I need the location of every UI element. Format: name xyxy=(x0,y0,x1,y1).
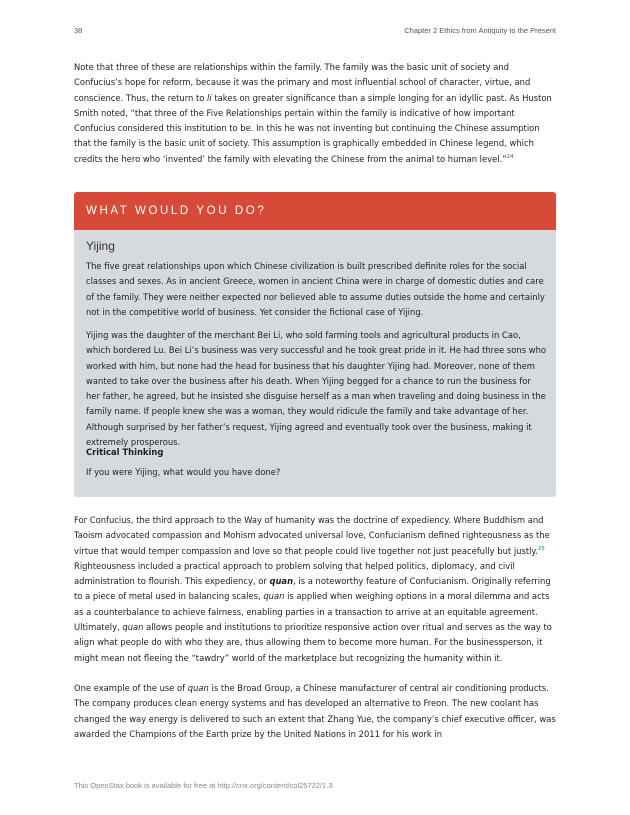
feature-title: Yijing xyxy=(86,239,115,253)
body-paragraph-expediency xyxy=(74,513,556,666)
intro-text-1: Note that three of these are relationships within the family. The family was the basic unit of society and Confucius’s hope for reform, because it was the primary and most influential school of character, virtue, and conscience. Thus, the return to xyxy=(74,62,531,103)
body-paragraph-broad-group xyxy=(74,681,556,742)
page-footer: This OpenStax book is available for free at http://cnx.org/content/col25722/1.3 xyxy=(74,781,333,790)
term-quan-bold: quan xyxy=(269,576,294,587)
chapter-title: Chapter 2 Ethics from Antiquity to the Present xyxy=(404,26,556,35)
footnote-link-25[interactable]: 25 xyxy=(537,545,545,552)
body2-text-1: For Confucius, the third approach to the Way of humanity was the doctrine of expediency. Where Buddhism and Taoism advocated compassion and Mohism advocated universal love, Confucianism defined righteousness as the virtue that would temper compassion and love so that people could live together not just peacefully but justly. xyxy=(74,515,550,556)
body3-text-1: One example of the use of xyxy=(74,683,188,693)
body3-text-2: is the Broad Group, a Chinese manufacturer of central air conditioning products. The company produces clean energy systems and has developed an alternative to Freon. The new coolant has changed the way energy is delivered to such an extent that Zhang Yue, the company’s chief executive officer, was awarded the Champions of the Earth prize by the United Nations in 2011 for his work in xyxy=(74,683,556,739)
body2-text-5: allows people and institutions to prioritize responsive action over ritual and serves as the way to align what people do with who they are, thus allowing them to become more human. For the businessperson, it might mean not fleeing the “tawdry” world of the marketplace but recognizing the humanity within it. xyxy=(74,622,552,663)
body2-text-4: is applied when weighing options in a moral dilemma and acts as a counterbalance to achieve fairness, enabling parties in a transaction to arrive at an equitable agreement. Ultimately, xyxy=(74,591,550,633)
term-li: li xyxy=(207,92,212,103)
what-would-you-do-feature xyxy=(74,192,556,497)
body2-text-3: , is a noteworthy feature of Confucianism. Originally referring to a piece of metal used in balancing scales, xyxy=(74,576,551,602)
term-quan-2: quan xyxy=(122,622,144,633)
feature-header-bar xyxy=(74,192,556,230)
intro-paragraph xyxy=(74,60,556,167)
feature-heading: WHAT WOULD YOU DO? xyxy=(86,205,267,217)
page-number: 38 xyxy=(74,26,83,35)
term-quan-1: quan xyxy=(263,591,285,602)
page-header xyxy=(74,26,556,38)
critical-thinking-question: If you were Yijing, what would you have done? xyxy=(86,467,281,477)
body2-text-2: Righteousness included a practical approach to problem solving that helped politics, diplomacy, and civil administration to flourish. This expediency, or xyxy=(74,560,515,587)
critical-thinking-heading: Critical Thinking xyxy=(86,447,164,457)
footnote-link-24[interactable]: 24 xyxy=(506,153,514,160)
feature-paragraph-2: Yijing was the daughter of the merchant Bei Li, who sold farming tools and agricultural products in Cao, which bordered Lu. Bei Li’s business was very successful and he took great pride in it. He had three sons who worked with him, but none had the head for business that his daughter Yijing had. Moreover, none of them wanted to take over the business after his death. When Yijing begged for a chance to run the business for her father, he agreed, but he insisted she disguise herself as a man when traveling and doing business in the family name. If people knew she was a woman, they would ridicule the family and take advantage of her. Although surprised by her father’s request, Yijing agreed and eventually took over the business, making it extremely prosperous. xyxy=(86,330,547,448)
term-quan-3: quan xyxy=(187,683,209,693)
feature-paragraph-1: The five great relationships upon which Chinese civilization is built prescribed definite roles for the social classes and sexes. As in ancient Greece, women in ancient China were in charge of domestic duties and care of the family. They were neither expected nor believed able to assume duties outside the home and certainly not in the competitive world of business. Yet consider the fictional case of Yijing. xyxy=(86,261,545,317)
intro-text-2: takes on greater significance than a simple longing for an idyllic past. As Huston Smith noted, “that three of the Five Relationships pertain within the family is indicative of how important Confucius considered this institution to be. In this he was not inventing but continuing the Chinese assumption that the family is the basic unit of society. This assumption is graphically embedded in Chinese legend, which credits the hero who ‘invented’ the family with elevating the Chinese from the animal to human level.” xyxy=(74,92,552,164)
